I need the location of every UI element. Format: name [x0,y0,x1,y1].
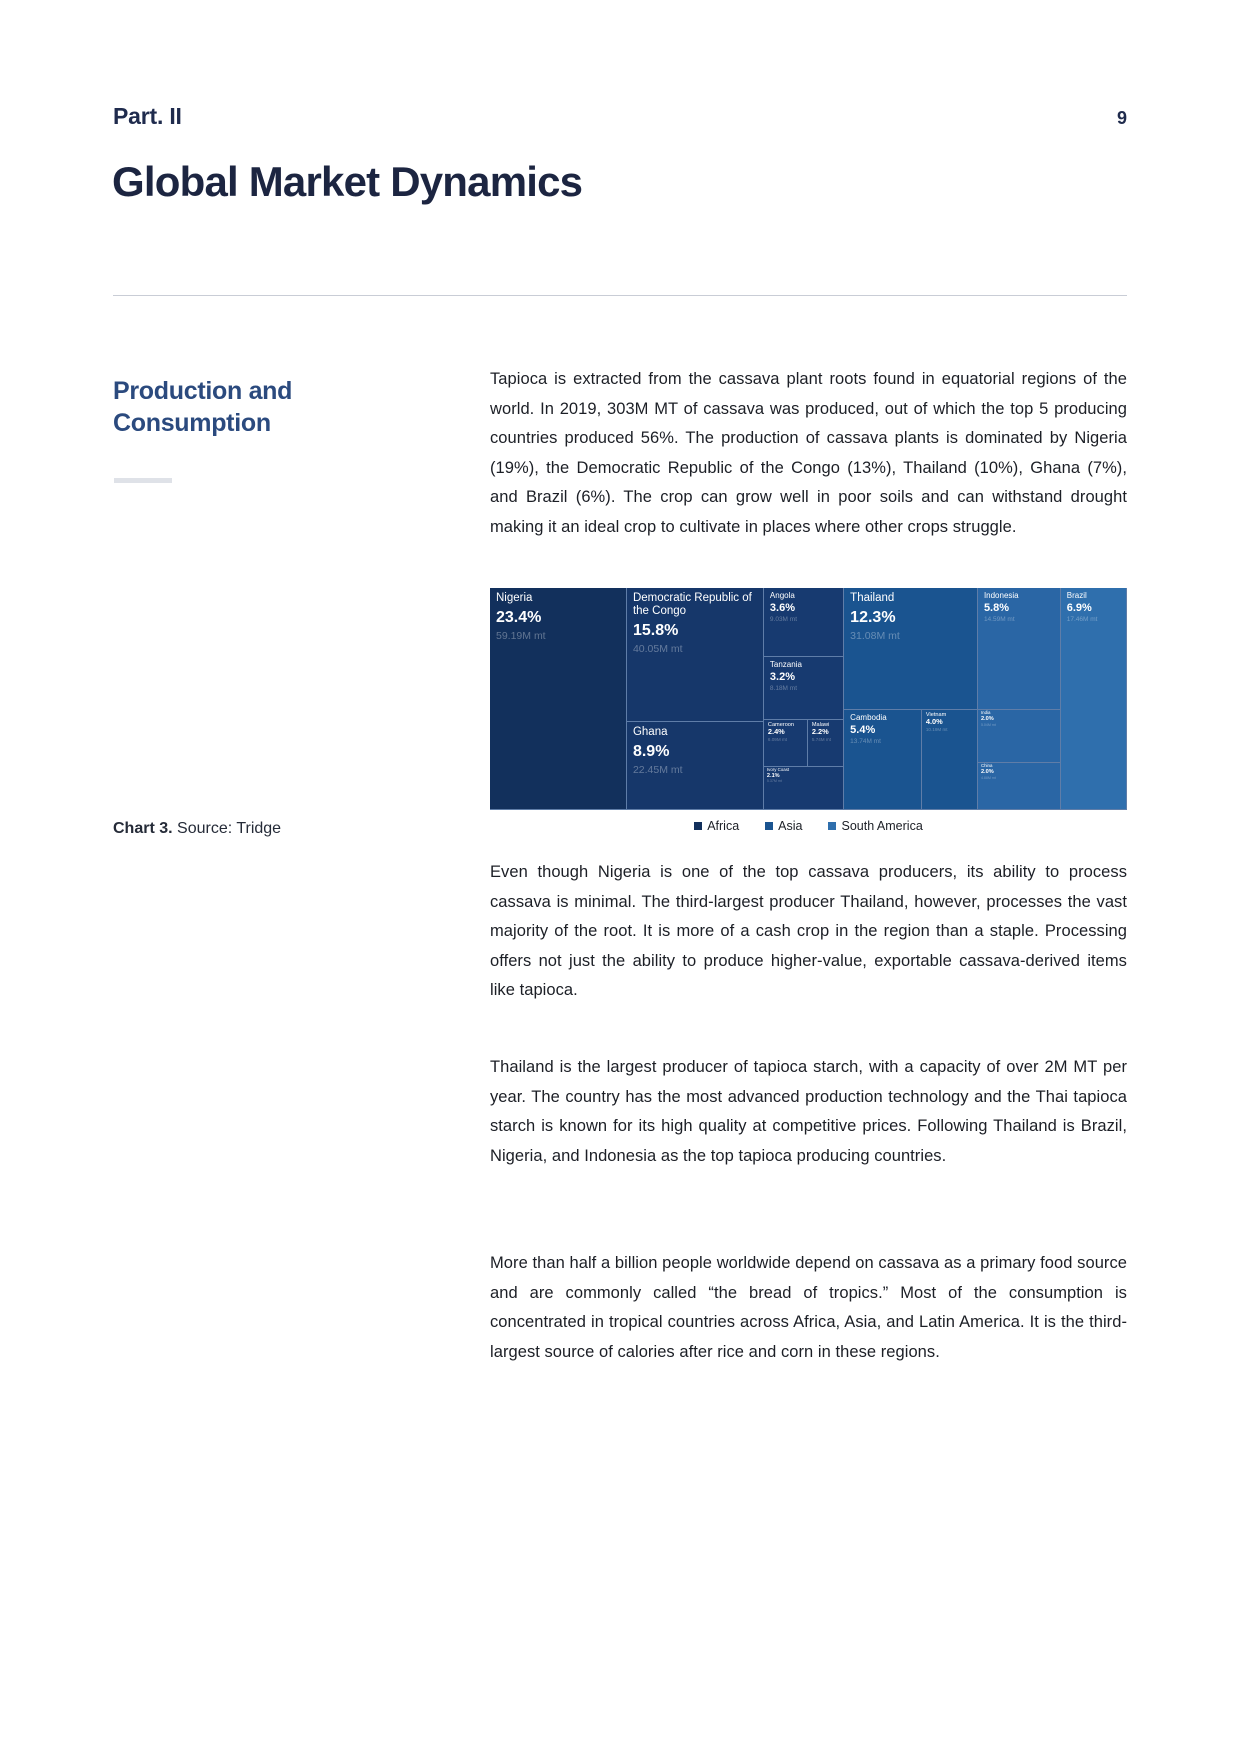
tile-tonnage-value: 5.04M mt [980,722,996,727]
tile-tonnage-value: 14.59M mt [983,616,1015,624]
tile-percent-value: 2.0% [980,769,994,776]
tile-country-label: Vietnam [925,712,947,719]
tile-country-label: Brazil [1066,591,1087,600]
tile-percent-value: 2.1% [766,772,780,779]
tile-tonnage-value: 17.46M mt [1066,616,1098,624]
tile-tonnage-value: 5.37M mt [766,779,782,784]
treemap-tile [844,588,978,710]
tile-percent-value: 12.3% [850,608,896,626]
tile-percent-value: 6.9% [1066,601,1092,614]
treemap-tile [627,722,764,810]
tile-percent-value: 23.4% [496,608,542,626]
tile-percent-value: 3.6% [769,601,795,614]
tile-percent-value: 5.8% [983,601,1010,614]
paragraph-2: Even though Nigeria is one of the top cassava producers, its ability to process cassava is minimal. The third-largest producer Thailand, however, processes the vast majority of the root. It is more of a cash crop in the region than a staple. Processing offers not just the ability to produce higher-value, exportable cassava-derived items like tapioca. [490,863,1127,1000]
tile-tonnage-value: 40.05M mt [632,642,683,655]
legend-item [694,819,739,833]
tile-country-label: Ghana [632,726,668,739]
treemap-tile [764,720,808,767]
tile-percent-value: 15.8% [632,621,679,639]
tile-tonnage-value: 4.88M mt [980,776,996,780]
legend-swatch-icon [765,822,773,830]
treemap-tile [627,588,764,722]
treemap-tile [922,710,978,810]
tile-tonnage-value: 59.19M mt [496,630,546,643]
chart-caption [113,820,281,838]
treemap-plot-area [490,588,1127,810]
tile-country-label: Tanzania [769,659,802,669]
legend-item [765,819,802,833]
legend-swatch-icon [828,822,836,830]
tile-tonnage-value: 6.09M mt [767,737,788,743]
chart-caption-label: Chart 3. [113,820,173,837]
part-label: Part. II [113,103,182,129]
tile-percent-value: 2.2% [811,727,829,737]
legend-label: Asia [778,819,803,833]
legend-label: Africa [707,819,740,833]
tile-tonnage-value: 8.18M mt [769,684,797,692]
tile-tonnage-value: 31.08M mt [850,630,900,643]
paragraph-1: Tapioca is extracted from the cassava plant roots found in equatorial regions of the world. In 2019, 303M MT of cassava was produced, out of which the top 5 producing countries produced 56%. The production of cassava plants is dominated by Nigeria (19%), the Democratic Republic of the Congo (13%), Thailand (10%), Ghana (7%), and Brazil (6%). The crop can grow well in poor soils and can withstand drought making it an ideal crop to cultivate in places where other crops struggle. [490,370,1127,536]
tile-percent-value: 2.4% [767,727,785,737]
header-divider [113,295,1127,296]
tile-tonnage-value: 22.45M mt [632,764,683,777]
page-title: Global Market Dynamics [112,158,583,205]
tile-country-label: India [980,710,991,716]
tile-tonnage-value: 10.19M mt [925,727,948,733]
tile-country-label: Ivory Coast [766,766,790,772]
treemap-tile [808,720,844,767]
tile-percent-value: 3.2% [769,670,795,683]
tile-tonnage-value: 9.03M mt [769,616,797,624]
tile-country-label: Angola [769,591,795,600]
treemap-tile [764,657,844,720]
page-number: 9 [1116,108,1127,128]
chart-legend [490,819,1127,833]
legend-item [828,819,922,833]
chart-caption-source: Source: Tridge [172,820,282,837]
tile-percent-value: 2.0% [980,716,994,723]
treemap-tile [1061,588,1127,810]
legend-swatch-icon [694,822,702,830]
treemap-tile [844,710,922,810]
tile-country-label: Cambodia [850,713,887,723]
tile-tonnage-value: 13.74M mt [850,738,881,746]
paragraph-3: Thailand is the largest producer of tapioca starch, with a capacity of over 2M MT per year. The country has the most advanced production technology and the Thai tapioca starch is known for its high quality at competitive prices. Following Thailand is Brazil, Nigeria, and Indonesia as the top tapioca producing countries. [490,1058,1127,1165]
tile-country-label: Malawi [811,722,830,729]
treemap-tile [978,710,1061,763]
legend-label: South America [841,819,923,833]
tile-country-label: Democratic Republic of the Congo [632,592,752,617]
tile-country-label: Indonesia [983,591,1019,600]
section-heading: Production and Consumption [113,377,293,437]
tile-percent-value: 5.4% [850,724,876,737]
tile-country-label: Cameroon [767,722,795,729]
page-header [113,103,1127,130]
treemap-chart [490,588,1127,833]
tile-percent-value: 4.0% [925,717,943,727]
treemap-tile [764,767,844,810]
treemap-tile [978,588,1061,710]
treemap-tile [978,763,1061,810]
treemap-tile [764,588,844,657]
treemap-tile [490,588,627,810]
tile-country-label: China [980,763,993,769]
tile-percent-value: 8.9% [632,743,670,761]
tile-country-label: Thailand [850,592,895,604]
tile-country-label: Nigeria [496,592,533,604]
paragraph-4: More than half a billion people worldwide depend on cassava as a primary food source and are commonly called “the bread of tropics.” Most of the consumption is concentrated in tropical countries across Africa, Asia, and Latin America. It is the third-largest source of calories after rice and corn in these regions. [490,1254,1127,1361]
section-accent-bar [114,478,172,483]
tile-tonnage-value: 5.74M mt [811,737,832,743]
